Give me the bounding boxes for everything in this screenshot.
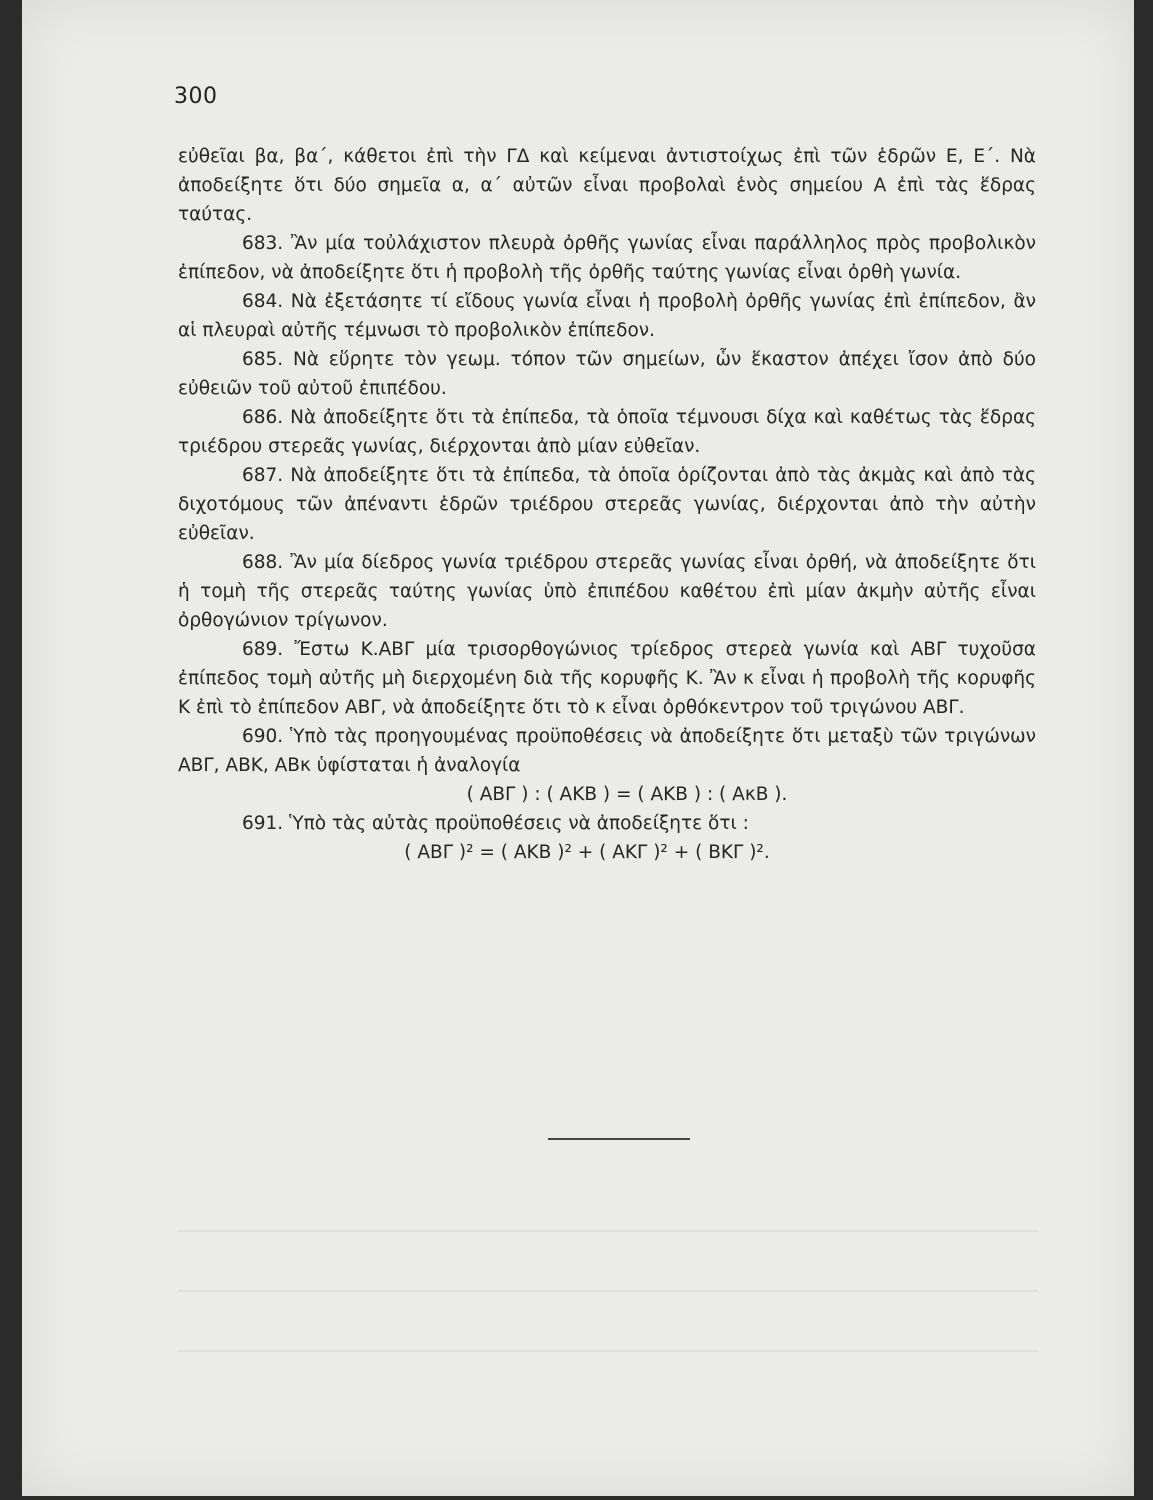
exercise-687: 687. Νὰ ἀποδείξητε ὅτι τὰ ἐπίπεδα, τὰ ὁποῖα ὁρίζονται ἀπὸ τὰς ἀκμὰς καὶ ἀπὸ τὰς διχοτόμους τῶν ἀπέναντι ἑδρῶν τριέδρου στερεᾶς γωνίας, διέρχονται ἀπὸ τὴν αὐτὴν εὐθεῖαν. [178,465,1036,544]
show-through-line [178,1230,1038,1232]
exercise-683: 683. Ἂν μία τοὐλάχιστον πλευρὰ ὀρθῆς γωνίας εἶναι παράλληλος πρὸς προβολικὸν ἐπίπεδον, νὰ ἀποδείξητε ὅτι ἡ προβολὴ τῆς ὀρθῆς ταύτης γωνίας εἶναι ὀρθὴ γωνία. [178,233,1036,283]
exercise-691: 691. Ὑπὸ τὰς αὐτὰς προϋποθέσεις νὰ ἀποδείξητε ὅτι : [242,813,749,834]
formula-690: ( ΑΒΓ ) : ( ΑΚΒ ) = ( ΑΚΒ ) : ( ΑκΒ ). [466,784,788,805]
section-end-rule [548,1138,690,1140]
exercise-684: 684. Νὰ ἐξετάσητε τί εἴδους γωνία εἶναι ἡ προβολὴ ὀρθῆς γωνίας ἐπὶ ἐπίπεδον, ἂν αἱ πλευραὶ αὐτῆς τέμνωσι τὸ προβολικὸν ἐπίπεδον. [178,291,1036,341]
show-through-line [178,1290,1038,1292]
show-through-line [178,1350,1038,1352]
exercise-686: 686. Νὰ ἀποδείξητε ὅτι τὰ ἐπίπεδα, τὰ ὁποῖα τέμνουσι δίχα καὶ καθέτως τὰς ἕδρας τριέδρου στερεᾶς γωνίας, διέρχονται ἀπὸ μίαν εὐθεῖαν. [178,407,1036,457]
paragraph-continuation: εὐθεῖαι βα, βα΄, κάθετοι ἐπὶ τὴν ΓΔ καὶ κείμεναι ἀντιστοίχως ἐπὶ τῶν ἑδρῶν Ε, Ε΄. Νὰ ἀποδείξητε ὅτι δύο σημεῖα α, α΄ αὐτῶν εἶναι προβολαὶ ἑνὸς σημείου Α ἐπὶ τὰς ἕδρας ταύτας. [178,146,1036,225]
exercise-688: 688. Ἂν μία δίεδρος γωνία τριέδρου στερεᾶς γωνίας εἶναι ὀρθή, νὰ ἀποδείξητε ὅτι ἡ τομὴ τῆς στερεᾶς ταύτης γωνίας ὑπὸ ἐπιπέδου καθέτου ἐπὶ μίαν ἀκμὴν αὐτῆς εἶναι ὀρθογώνιον τρίγωνον. [178,552,1036,631]
formula-691: ( ΑΒΓ )² = ( ΑΚΒ )² + ( ΑΚΓ )² + ( ΒΚΓ )². [404,842,770,863]
exercise-689: 689. Ἔστω Κ.ΑΒΓ μία τρισορθογώνιος τρίεδρος στερεὰ γωνία καὶ ΑΒΓ τυχοῦσα ἐπίπεδος τομὴ αὐτῆς μὴ διερχομένη διὰ τῆς κορυφῆς Κ. Ἂν κ εἶναι ἡ προβολὴ τῆς κορυφῆς Κ ἐπὶ τὸ ἐπίπεδον ΑΒΓ, νὰ ἀποδείξητε ὅτι τὸ κ εἶναι ὀρθόκεντρον τοῦ τριγώνου ΑΒΓ. [178,639,1036,718]
exercise-685: 685. Νὰ εὕρητε τὸν γεωμ. τόπον τῶν σημείων, ὧν ἕκαστον ἀπέχει ἴσον ἀπὸ δύο εὐθειῶν τοῦ αὐτοῦ ἐπιπέδου. [178,349,1036,399]
page-number: 300 [174,84,218,109]
exercise-690: 690. Ὑπὸ τὰς προηγουμένας προϋποθέσεις νὰ ἀποδείξητε ὅτι μεταξὺ τῶν τριγώνων ΑΒΓ, ΑΒΚ, ΑΒκ ὑφίσταται ἡ ἀναλογία [178,726,1036,776]
body-text [178,142,1036,867]
